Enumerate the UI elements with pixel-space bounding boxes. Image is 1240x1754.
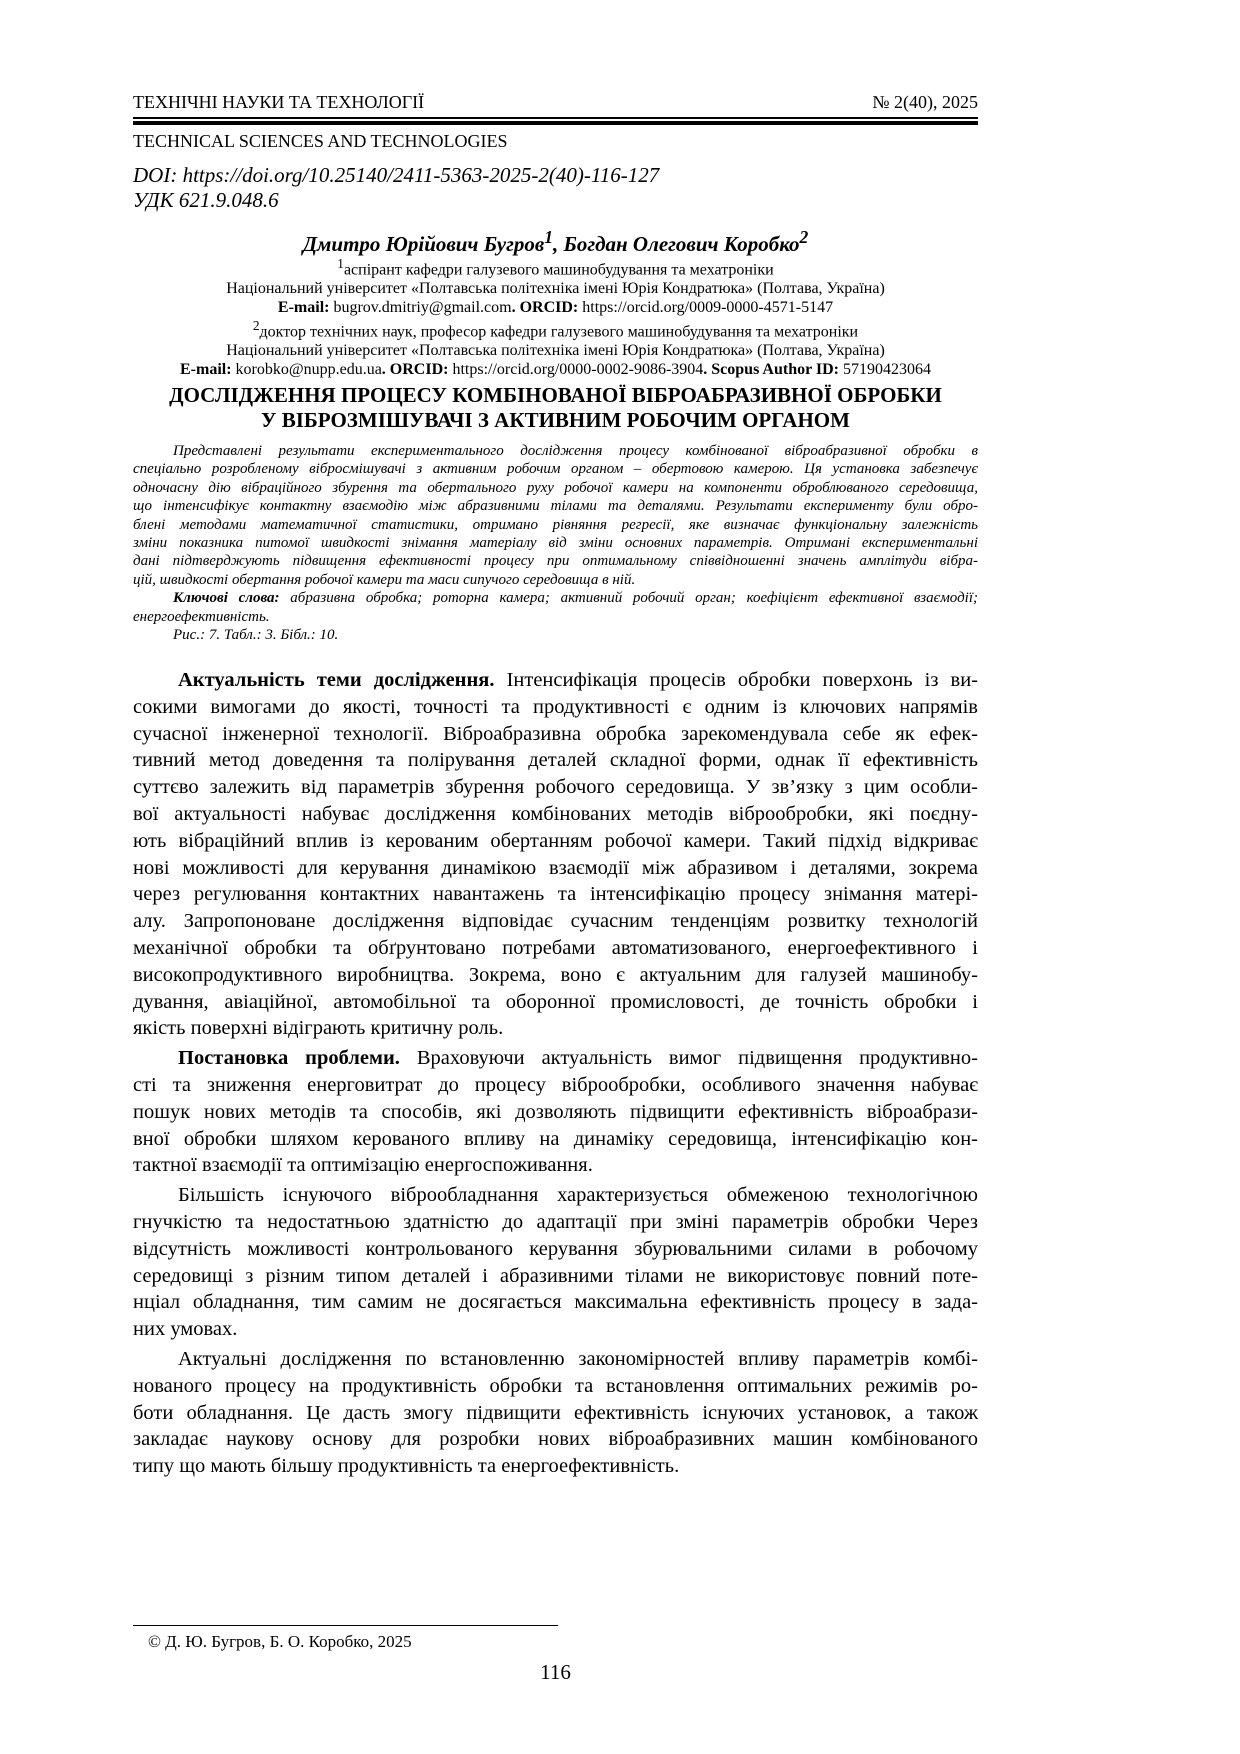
abstract-line: цій, швидкості обертання робочої камери та маси сипучого середовища в ній.: [133, 571, 636, 588]
footnote-rule: [133, 1625, 558, 1626]
orcid-link-1[interactable]: https://orcid.org/0009-0000-4571-5147: [582, 299, 834, 317]
header-rule: [133, 117, 978, 119]
paragraph-line: через регулювання контактних навантажень та інтенсифікацію процесу знімання матері-: [133, 883, 978, 906]
paragraph-line: [133, 1045, 978, 1072]
doi-block: [133, 163, 659, 213]
orcid-link-2[interactable]: https://orcid.org/0000-0002-9086-3904: [452, 361, 704, 379]
paragraph-line: середовищі з різним типом деталей і абразивними тілами не використовує повний поте-: [133, 1264, 978, 1287]
title-line: ДОСЛІДЖЕННЯ ПРОЦЕСУ КОМБІНОВАНОЇ ВІБРОАБРАЗИВНОЇ ОБРОБКИ: [169, 383, 942, 407]
title-line: У ВІБРОЗМІШУВАЧІ З АКТИВНИМ РОБОЧИМ ОРГАНОМ: [261, 408, 850, 432]
paragraph: [133, 1045, 978, 1179]
paragraph-line: нові можливості для керування динамікою взаємодії між абразивом і деталями, зокрема: [133, 856, 978, 879]
author-2: Богдан Олегович Коробко: [563, 232, 800, 256]
paragraph-line: закладає наукову основу для розробки нових віброабразивних машин комбінованого: [133, 1428, 978, 1451]
paragraph: [133, 1346, 978, 1480]
line-text: Враховуючи актуальність вимог підвищення продуктивно-: [399, 1047, 978, 1070]
paragraph-line: них умовах.: [133, 1318, 238, 1341]
aff-1-position: аспірант кафедри галузевого машинобудування та мехатроніки: [343, 261, 774, 279]
author-sep: ,: [553, 232, 564, 256]
journal-title-en: TECHNICAL SCIENCES AND TECHNOLOGIES: [133, 131, 508, 151]
paragraph-line: механічної обробки та обґрунтовано потребами автоматизованого, енергоефективного і: [133, 936, 978, 959]
figure-table-counts: Рис.: 7. Табл.: 3. Бібл.: 10.: [173, 627, 339, 644]
copyright-footnote: © Д. Ю. Бугров, Б. О. Коробко, 2025: [148, 1632, 412, 1651]
doi[interactable]: DOI: https://doi.org/10.25140/2411-5363-2025-2(40)-116-127: [133, 163, 660, 187]
abstract-line: блені методами математичної статистики, отримано рівняння регресії, яке визначає функціональну залежність: [133, 516, 978, 533]
udk: УДК 621.9.048.6: [133, 188, 279, 212]
paragraph-line: алу. Запропоноване дослідження відповідає сучасним тенденціям розвитку технологій: [133, 910, 978, 933]
journal-title-ua: ТЕХНІЧНІ НАУКИ ТА ТЕХНОЛОГІЇ: [133, 92, 425, 112]
paragraph-line: сучасної інженерної технології. Віброабразивна обробка зарекомендувала себе як ефек-: [133, 722, 978, 745]
paragraph-line: Більшість існуючого вібрoобладнання характеризується обмеженою технологічною: [178, 1184, 978, 1207]
keywords-text-cont: енергоефективність.: [133, 608, 270, 625]
abstract: [133, 442, 978, 644]
paragraph-line: якість поверхні відіграють критичну роль.: [133, 1017, 504, 1040]
paragraph-line: суттєво залежить від параметрів збурення робочого середовища. У зв’язку з цим особли-: [133, 776, 978, 799]
paragraph-line: сокими вимогами до якості, точності та продуктивності є одним із ключових напрямів: [133, 695, 978, 718]
paragraph-line: тактної взаємодії та оптимізацію енергоспоживання.: [133, 1154, 593, 1177]
abstract-line: зміни показника питомої швидкості знімання матеріалу від зміни основних параметрів. Отримані експериментальні: [133, 535, 978, 552]
paragraph-line: сті та зниження енерговитрат до процесу віброобробки, особливого значення набуває: [133, 1073, 978, 1096]
scopus-link[interactable]: 57190423064: [843, 361, 932, 379]
affiliation-1: [133, 254, 978, 317]
author-1-sup: 1: [544, 227, 553, 247]
section-heading: Актуальність теми дослідження.: [178, 669, 495, 691]
aff-2-position: доктор технічних наук, професор кафедри галузевого машинобудування та мехатроніки: [259, 323, 859, 341]
abstract-line: що інтенсифікує контактну взаємодію між абразивними тілами та деталями. Результати експерименту були обро-: [133, 498, 978, 515]
aff-1-sup: 1: [337, 256, 344, 271]
aff-2-university: Національний університет «Полтавська політехніка імені Юрія Кондратюка» (Полтава, Україна): [226, 342, 885, 360]
aff-2-sup: 2: [252, 318, 260, 333]
authors: [133, 224, 978, 257]
paragraph-line: типу що мають більшу продуктивність та енергоефективність.: [133, 1455, 680, 1478]
page-number: 116: [540, 1660, 571, 1684]
keywords-text: абразивна обробка; роторна камера; активний робочий орган; коефіцієнт ефективної взаємодії;: [279, 590, 978, 607]
email-link-1[interactable]: bugrov.dmitriy@gmail.com: [333, 299, 512, 317]
keywords: [133, 589, 978, 607]
orcid-label: . ORCID:: [381, 361, 449, 379]
paragraph-line: ють вібраційний вплив із керованим обертанням робочої камери. Такий підхід відкриває: [133, 829, 978, 852]
abstract-line: Представлені результати експериментального дослідження процесу комбінованої віброабразивної обробки в: [173, 443, 978, 459]
paragraph-line: нціал обладнання, тим самим не досягається максимальна ефективність процесу в зада-: [133, 1291, 978, 1314]
affiliation-2: [133, 316, 978, 379]
paragraph-line: боти обладнання. Це дасть змогу підвищити ефективність існуючих установок, а також: [133, 1401, 978, 1424]
abstract-line: одночасну дію вібраційного збурення та обертального руху робочої камери на компоненти оброблюваного середовища,: [133, 479, 978, 496]
section-heading: Постановка проблеми.: [178, 1047, 400, 1070]
author-1: Дмитро Юрійович Бугров: [302, 232, 545, 256]
paragraph-line: Актуальні дослідження по встановленню закономірностей впливу параметрів комбі-: [178, 1347, 978, 1370]
paragraph-line: гнучкістю та недостатньою здатністю до адаптації при зміні параметрів обробки Через: [133, 1210, 978, 1233]
issue-number: № 2(40), 2025: [872, 92, 978, 112]
orcid-label: . ORCID:: [511, 299, 579, 317]
paragraph-line: [133, 667, 978, 694]
header-rule-thick: [133, 121, 978, 125]
abstract-line: спеціально розробленому вібросмішувачі з активним робочим органом – обертовою камерою. Ця установка забезпечує: [133, 461, 978, 478]
aff-1-university: Національний університет «Полтавська політехніка імені Юрія Кондратюка» (Полтава, Україна): [226, 280, 885, 298]
abstract-line: дані підтверджують підвищення ефективності процесу при оптимальному співвідношенні значень амплітуди вібра-: [133, 553, 978, 570]
paragraph-line: тивний метод доведення та полірування деталей складної форми, однак її ефективність: [133, 749, 978, 772]
email-label: E-mail:: [277, 299, 330, 317]
article-body: [133, 667, 978, 1483]
paragraph: [133, 1182, 978, 1343]
paragraph-line: дування, авіаційної, автомобільної та оборонної промисловості, де точність обробки і: [133, 990, 978, 1013]
email-label: E-mail:: [179, 361, 232, 379]
paragraph: [133, 667, 978, 1042]
keywords-label: Ключові слова:: [173, 590, 280, 607]
paragraph-line: нованого процесу на продуктивність обробки та встановлення оптимальних режимів ро-: [133, 1374, 978, 1397]
paragraph-line: відсутність можливості контрольованого керування збурювальними силами в робочому: [133, 1237, 978, 1260]
paragraph-line: пошук нових методів та способів, які дозволяють підвищити ефективність віброабрази-: [133, 1100, 978, 1123]
author-2-sup: 2: [799, 227, 809, 247]
paragraph-line: вої актуальності набуває дослідження комбінованих методів віброобробки, які поєдну-: [133, 802, 978, 825]
paragraph-line: високопродуктивного виробництва. Зокрема, воно є актуальним для галузей машинобу-: [133, 963, 978, 986]
article-title: [133, 383, 978, 433]
email-link-2[interactable]: korobko@nupp.edu.ua: [235, 361, 382, 379]
paragraph-line: вної обробки шляхом керованого впливу на динаміку середовища, інтенсифікацію кон-: [133, 1127, 978, 1150]
scopus-label: . Scopus Author ID:: [703, 361, 840, 379]
line-text: Інтенсифікація процесів обробки поверхонь із ви-: [494, 669, 978, 691]
